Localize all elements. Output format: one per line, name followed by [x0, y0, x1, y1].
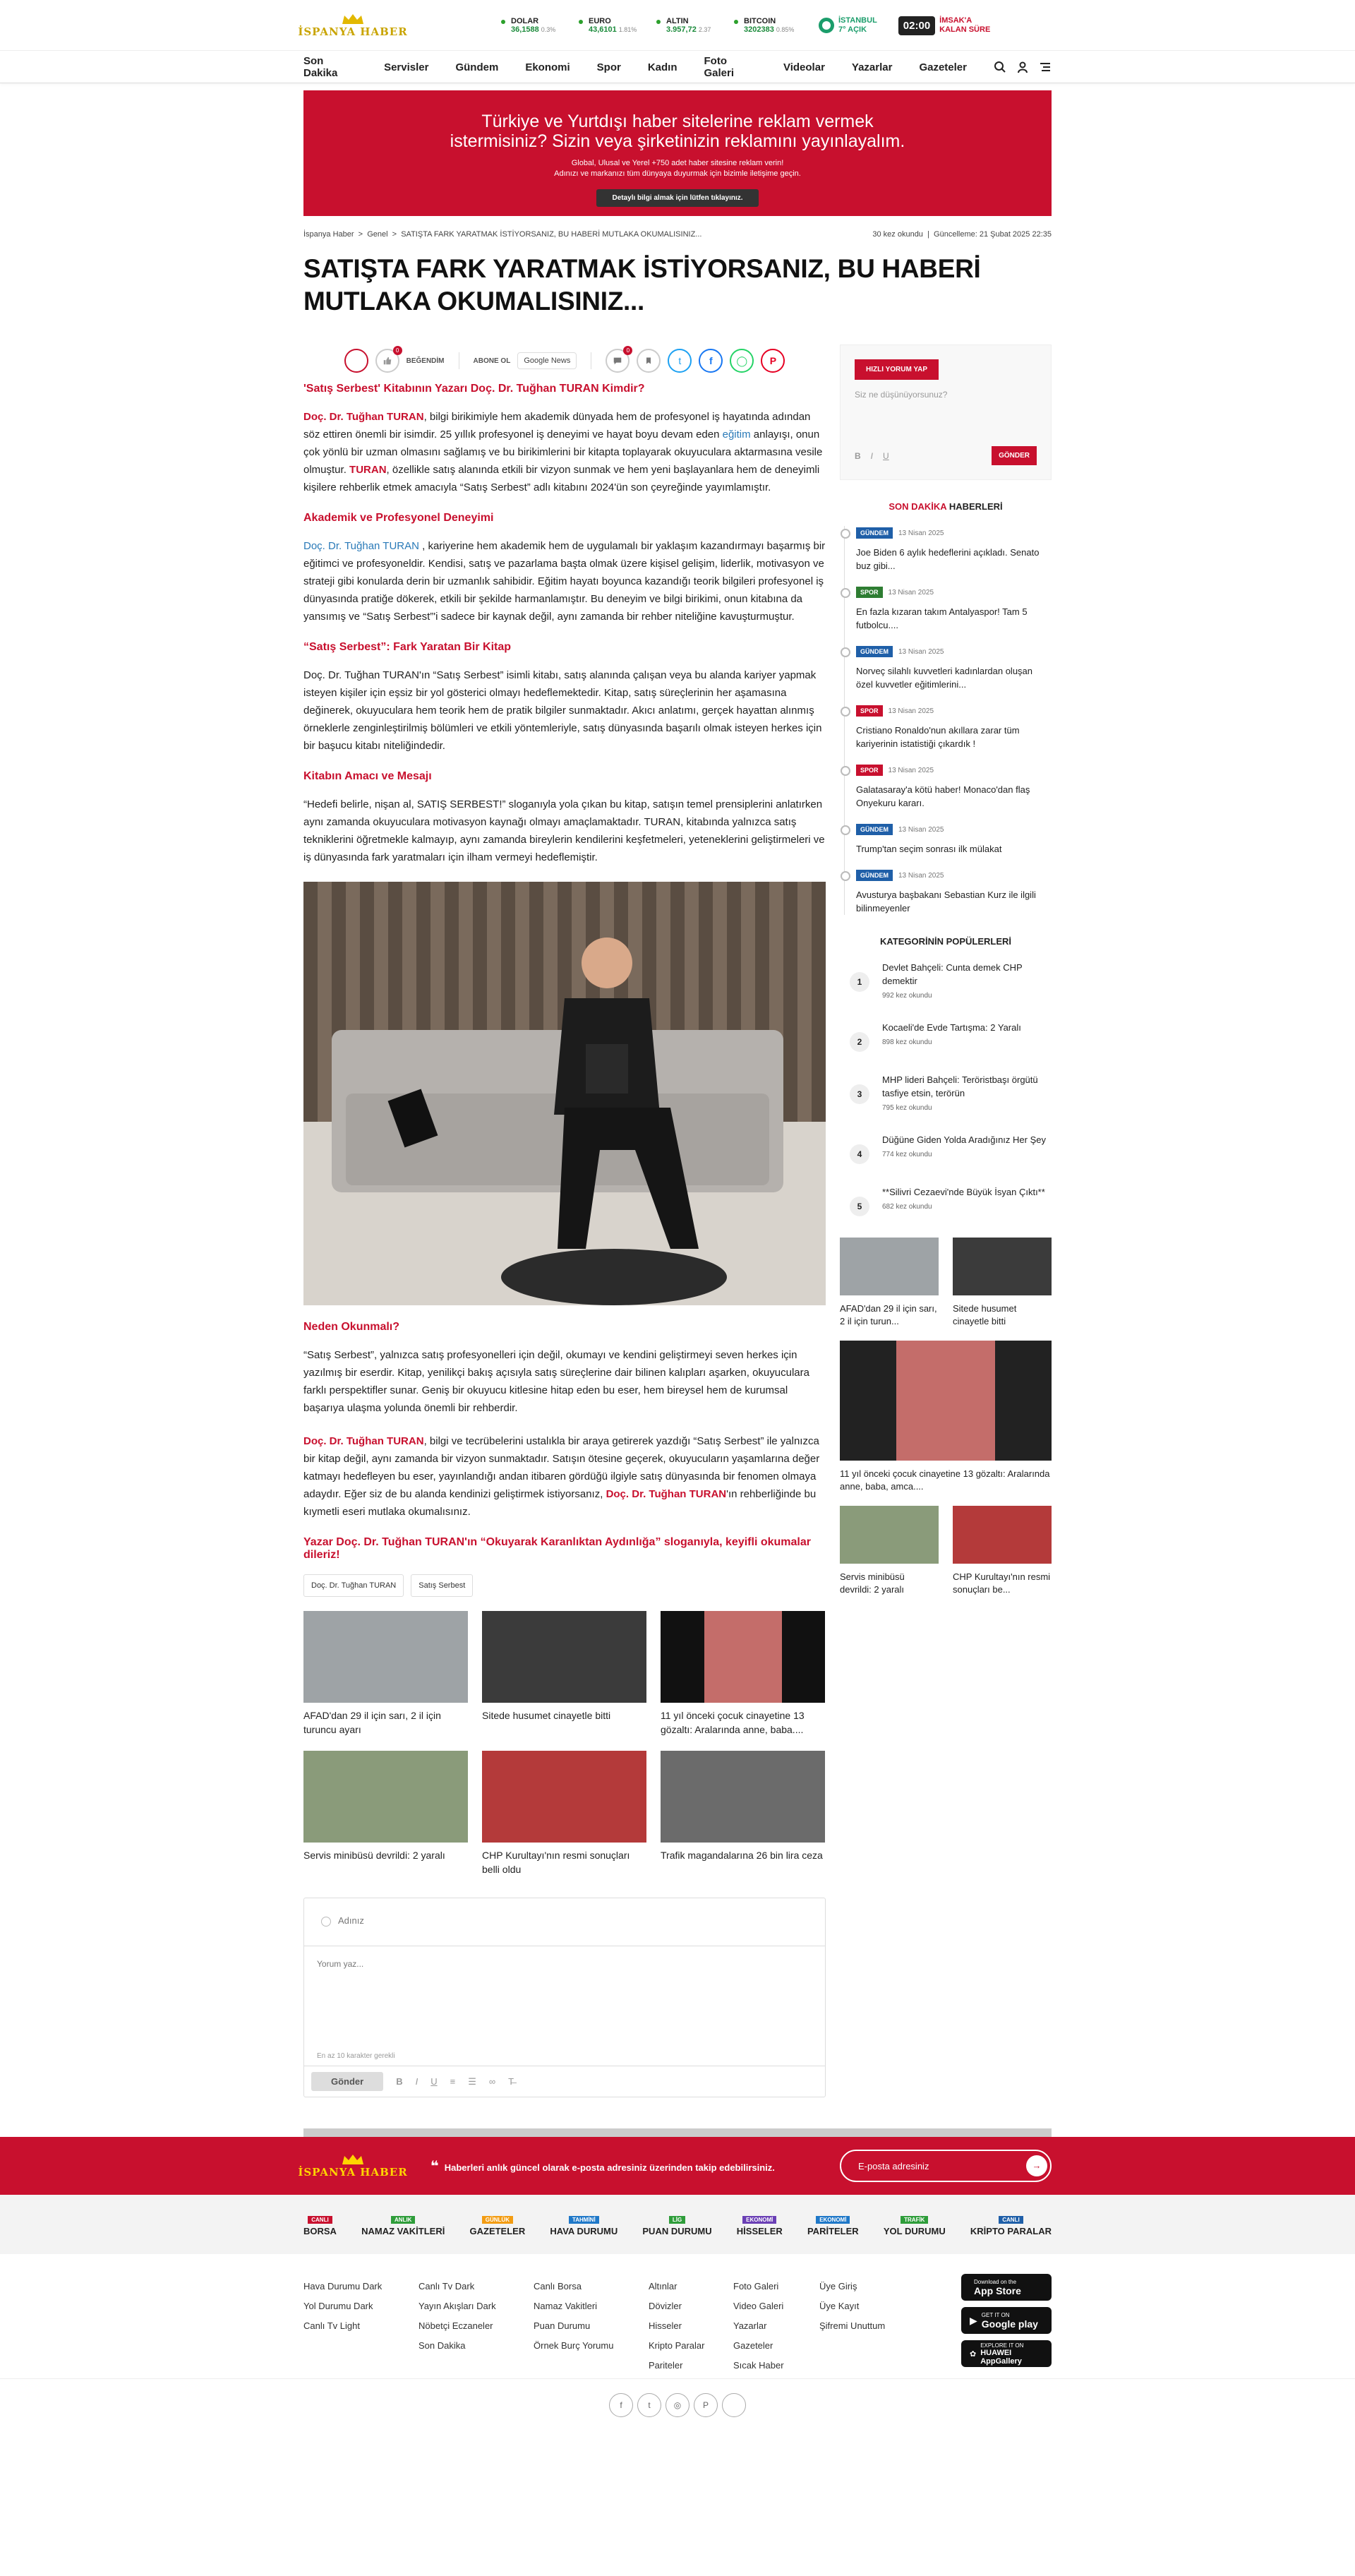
card-title: AFAD'dan 29 il için sarı, 2 il için turuncu ayarı: [303, 1710, 441, 1735]
read-count: 682 kez okundu: [882, 1203, 932, 1211]
text: anlayışı, onun çok yönlü bir uzman olmasını sağlamış ve bu birikimlerini bir kitapta toplayarak okuyuculara aktarmasına vesile olmuştur.: [303, 429, 823, 476]
arrow-right-icon[interactable]: →: [1026, 2155, 1047, 2176]
user-icon: [321, 1917, 331, 1927]
prayer-time: 02:00: [898, 16, 935, 35]
section-heading: “Satış Serbest”: Fark Yaratan Bir Kitap: [303, 641, 512, 653]
pinterest-share-icon[interactable]: P: [761, 349, 785, 373]
category-badge: GÜNDEM: [856, 646, 893, 657]
footer-link[interactable]: Üye Giriş: [819, 2281, 857, 2292]
whatsapp-share-icon[interactable]: ◯: [730, 349, 754, 373]
editor-toolbar: [304, 2066, 825, 2097]
article-body: [303, 383, 826, 1562]
service-name: GAZETELER: [469, 2226, 526, 2236]
market-bitcoin[interactable]: [734, 17, 812, 34]
market-change: 0.85%: [776, 26, 795, 33]
market-name: BITCOIN: [744, 17, 776, 25]
list-item[interactable]: [840, 961, 1052, 1000]
nav-foto-galeri[interactable]: Foto Galeri: [704, 55, 735, 79]
news-thumbnail: [482, 1611, 646, 1703]
service-badge: GÜNLÜK: [482, 2216, 513, 2224]
related-card[interactable]: [661, 1611, 825, 1737]
footer-links: [303, 2254, 1052, 2378]
quick-send-button[interactable]: GÖNDER: [992, 446, 1037, 465]
service-hisseler[interactable]: [737, 2212, 783, 2236]
breaking-title: HABERLERİ: [948, 501, 1003, 512]
market-dolar[interactable]: [501, 17, 579, 34]
card-title: AFAD'dan 29 il için sarı, 2 il için turun...: [840, 1303, 937, 1326]
list-item[interactable]: [856, 645, 1052, 691]
app-name: App Store: [974, 2284, 1021, 2296]
service-badge: CANLI: [999, 2216, 1023, 2224]
footer-services: [0, 2195, 1355, 2254]
prayer-label-2: KALAN SÜRE: [939, 25, 991, 34]
nav-spor[interactable]: Spor: [596, 61, 621, 73]
news-thumbnail: [661, 1751, 825, 1843]
footer-link[interactable]: Sıcak Haber: [733, 2360, 784, 2371]
service-name: KRİPTO PARALAR: [970, 2226, 1052, 2236]
market-value: 3.957,72: [666, 25, 697, 34]
article-title: SATIŞTA FARK YARATMAK İSTİYORSANIZ, BU HABERİ MUTLAKA OKUMALISINIZ...: [303, 254, 981, 316]
newsletter-bar: [0, 2137, 1355, 2195]
paragraph: Doç. Dr. Tuğhan TURAN'ın “Satış Serbest” isimli kitabı, satış alanında çalışan veya bu alanda kariyer yapmak isteyen kişiler için eşsiz bir yol gösterici olmayı hedeflemektedir. Kitap, satış süreçlerinin her aşamasına değinerek, okuyuculara hem teorik hem de pratik bilgiler sunmaktadır. Akıcı anlatımı, gerçek hayattan alınmış örneklerle zenginleştirilmiş bölümleri ve etkili yöntemleriyle, satış dünyasında başarılı olmak isteyen herkes için bir başucu kitabı niteliğindedir.: [303, 669, 822, 752]
read-count: 30 kez okundu: [872, 230, 923, 239]
ad-text-2: Adınızı ve markanızı tüm dünyaya duyurmak için bizimle iletişime geçin.: [554, 169, 801, 178]
side-card[interactable]: [840, 1506, 939, 1596]
service-badge: EKONOMİ: [742, 2216, 776, 2224]
quick-comment-box: [840, 345, 1052, 480]
text: 'ın rehberliğinde bu kıymetli eseri mutlaka okumalısınız.: [303, 1488, 817, 1518]
card-title: 11 yıl önceki çocuk cinayetine 13 gözaltı: Aralarında anne, baba....: [661, 1710, 805, 1735]
news-thumbnail: [303, 1751, 468, 1843]
underline-icon[interactable]: U: [430, 2076, 438, 2087]
news-title: Trump'tan seçim sonrası ilk mülakat: [856, 844, 1002, 854]
twitter-share-icon[interactable]: t: [668, 349, 692, 373]
news-thumbnail: [840, 1238, 939, 1295]
rank-number: 5: [850, 1197, 869, 1216]
side-news-grid: [840, 1506, 1052, 1596]
list-item[interactable]: [840, 1021, 1052, 1052]
market-value: 3202383: [744, 25, 774, 34]
category-badge: GÜNDEM: [856, 527, 893, 539]
newsletter-email-input[interactable]: [840, 2150, 1052, 2182]
related-news: [303, 1611, 826, 1876]
footer-logo[interactable]: [298, 2145, 408, 2187]
market-euro[interactable]: [579, 17, 656, 34]
ordered-list-icon[interactable]: ≡: [450, 2076, 456, 2087]
market-name: EURO: [589, 17, 611, 25]
sidebar: [840, 345, 1052, 2097]
quick-comment-heading: HIZLI YORUM YAP: [855, 359, 939, 380]
text: , bilgi birikimiyle hem akademik dünyada hem de profesyonel iş hayatında adından söz ettiren önemli bir isimdir. 25 yıllık profesyonel iş deneyimi ve hayat boyu devam eden: [303, 411, 811, 441]
read-count: 774 kez okundu: [882, 1151, 932, 1158]
service-badge: TAHMİNİ: [569, 2216, 599, 2224]
logo-text: İSPANYA HABER: [298, 25, 408, 38]
footer-link[interactable]: Canlı Borsa: [534, 2281, 582, 2292]
text: , bilgi ve tecrübelerini ustalıkla bir araya getirerek yazdığı “Satış Serbest” ile yalnızca bir kitap değil, aynı zamanda bir vizyon sunmaktadır. Satışın ötesine geçerek, okuyucuların yaşamlarına değer katmayı hedefleyen bu eser, yayınlandığı andan itibaren gördüğü ilgiyle satış dünyasında bir fenomen olmaya adaydır. Eğer siz de bu alanda kendinizi geliştirmek istiyorsanız,: [303, 1435, 820, 1500]
related-card[interactable]: [482, 1611, 646, 1737]
read-count: 898 kez okundu: [882, 1038, 932, 1046]
category-badge: SPOR: [856, 765, 883, 776]
google-play-button[interactable]: [961, 2307, 1052, 2334]
nav-videolar[interactable]: Videolar: [783, 61, 825, 73]
service-gazeteler[interactable]: [470, 2212, 526, 2236]
news-thumbnail: [840, 1341, 1052, 1461]
ad-button[interactable]: Detaylı bilgi almak için lütfen tıklayınız.: [596, 189, 758, 207]
huawei-gallery-button[interactable]: [961, 2340, 1052, 2367]
ad-headline-2: istermisiniz? Sizin veya şirketinizin reklamını yayınlayalım.: [450, 131, 905, 151]
search-icon[interactable]: [994, 61, 1006, 73]
article-main: [303, 345, 826, 2097]
service-yol[interactable]: [884, 2212, 946, 2236]
news-date: 13 Nisan 2025: [888, 589, 934, 597]
breadcrumb-home[interactable]: İspanya Haber: [303, 230, 354, 239]
service-name: HİSSELER: [736, 2226, 783, 2236]
menu-icon[interactable]: [1039, 61, 1052, 73]
list-item[interactable]: [856, 763, 1052, 810]
name-placeholder: Adınız: [338, 1915, 364, 1926]
email-placeholder: E-posta adresiniz: [858, 2160, 929, 2171]
nav-ekonomi[interactable]: Ekonomi: [525, 61, 570, 73]
rank-number: 4: [850, 1144, 869, 1164]
section-heading: Neden Okunmalı?: [303, 1321, 400, 1333]
crown-icon: [341, 13, 365, 25]
category-badge: GÜNDEM: [856, 870, 893, 881]
card-title: Sitede husumet cinayetle bitti: [953, 1303, 1017, 1326]
nav-gazeteler[interactable]: Gazeteler: [919, 61, 967, 73]
article-photo: [303, 882, 826, 1305]
follow-label: ABONE OL: [473, 357, 511, 365]
like-button[interactable]: [375, 349, 399, 373]
market-change: 0.3%: [541, 26, 556, 33]
huawei-icon: ✿: [970, 2349, 977, 2359]
ad-banner[interactable]: [303, 90, 1052, 216]
footer-link[interactable]: Altınlar: [649, 2281, 678, 2292]
weather-status: 7° AÇIK: [838, 25, 867, 34]
category-badge: GÜNDEM: [856, 824, 893, 835]
link-icon[interactable]: ∞: [488, 2076, 496, 2087]
footer-link[interactable]: Hisseler: [649, 2320, 682, 2331]
read-count: 992 kez okundu: [882, 992, 932, 1000]
weather-sun-icon: [819, 18, 834, 33]
bold-icon[interactable]: B: [855, 450, 861, 461]
news-thumbnail: [840, 1506, 939, 1564]
app-name: Google play: [981, 2318, 1038, 2330]
footer-link[interactable]: Pariteler: [649, 2360, 683, 2371]
service-name: PARİTELER: [807, 2226, 859, 2236]
app-store-button[interactable]: [961, 2274, 1052, 2301]
market-change: 1.81%: [618, 26, 637, 33]
service-borsa[interactable]: [303, 2212, 337, 2236]
play-icon: ▶: [970, 2314, 977, 2326]
rank-number: 3: [850, 1084, 869, 1104]
footer-link[interactable]: Yol Durumu Dark: [303, 2301, 373, 2311]
author-link[interactable]: Doç. Dr. Tuğhan TURAN: [303, 411, 424, 423]
breadcrumb-category[interactable]: Genel: [367, 230, 388, 239]
weather-city: İSTANBUL: [838, 16, 877, 25]
name-field[interactable]: [304, 1898, 825, 1946]
news-date: 13 Nisan 2025: [888, 767, 934, 774]
footer-link[interactable]: Canlı Tv Dark: [418, 2281, 475, 2292]
breaking-title-red: SON DAKİKA: [889, 501, 947, 512]
top-bar: [0, 0, 1355, 51]
paragraph: “Satış Serbest”, yalnızca satış profesyonelleri için değil, okumayı ve kendini geliştirmeyi seven herkes için yazılmış bir eserdir. Kitap, yenilikçi bakış açısıyla satış süreçlerine dair bilinen kalıpları aşarken, okuyuculara farklı perspektifler sunar. Geniş bir okuyucu kitlesine hitap eden bu eser, hem bireysel hem de kurumsal başarıya ulaşma yolunda önemli bir rehberdir.: [303, 1349, 809, 1414]
footer-link[interactable]: Üye Kayıt: [819, 2301, 860, 2311]
footer-link[interactable]: Foto Galeri: [733, 2281, 779, 2292]
author-link[interactable]: Doç. Dr. Tuğhan TURAN: [606, 1488, 727, 1500]
news-title: Joe Biden 6 aylık hedeflerini açıkladı. Senato buz gibi...: [856, 547, 1040, 571]
comment-hint: En az 10 karakter gerekli: [317, 2052, 395, 2060]
app-sub: GET IT ON: [981, 2311, 1010, 2318]
prayer-countdown: [898, 16, 991, 35]
service-name: BORSA: [303, 2226, 337, 2236]
logo-text: İSPANYA HABER: [298, 2166, 408, 2179]
service-kripto[interactable]: [970, 2212, 1052, 2236]
paragraph: [303, 1432, 826, 1521]
news-date: 13 Nisan 2025: [898, 529, 944, 537]
italic-icon[interactable]: I: [415, 2076, 418, 2087]
news-thumbnail: [953, 1506, 1052, 1564]
footer-link[interactable]: Şifremi Unuttum: [819, 2320, 886, 2331]
submit-comment-button[interactable]: Gönder: [311, 2072, 383, 2091]
service-badge: ANLIK: [391, 2216, 415, 2224]
footer-link[interactable]: Hava Durumu Dark: [303, 2281, 383, 2292]
service-badge: CANLI: [308, 2216, 332, 2224]
tag-list: [303, 1574, 826, 1597]
news-title: En fazla kızaran takım Antalyaspor! Tam 5 futbolcu....: [856, 606, 1028, 630]
facebook-share-icon[interactable]: f: [699, 349, 723, 373]
paragraph: [303, 537, 826, 625]
bookmark-icon: [644, 356, 653, 366]
news-date: 13 Nisan 2025: [888, 707, 934, 715]
service-name: YOL DURUMU: [883, 2226, 946, 2236]
tag[interactable]: Doç. Dr. Tuğhan TURAN: [303, 1574, 404, 1597]
list-item[interactable]: [856, 822, 1052, 856]
news-title: Norveç silahlı kuvvetleri kadınlardan oluşan özel kuvvetler eğitimlerini...: [856, 666, 1033, 690]
market-value: 36,1588: [511, 25, 539, 34]
weather-widget[interactable]: [819, 16, 877, 35]
underline-icon[interactable]: U: [883, 450, 889, 461]
service-namaz[interactable]: [361, 2212, 445, 2236]
market-value: 43,6101: [589, 25, 617, 34]
text: , kariyerine hem akademik hem de uygulamalı bir yaklaşım kazandırmayı başarmış bir eğitimci ve profesyoneldir. Kendisi, satış ve pazarlama başta olmak üzere kişisel gelişim, liderlik, motivasyon ve strateji gibi konularda derin bir uzmanlık sahibidir. Eğitim hayatı boyunca kazandığı teorik bilgileri profesyonel iş dünyasında pratiğe dökerek, etkili bir şekilde harmanlamıştır. Bu deneyim ve bilgi birikimi, onun kitabına da yansımış ve “Satış Serbest”'i sadece bir kaynak değil, aynı zamanda bir rehber niteliğine kavuşturmuştur.: [303, 540, 826, 623]
pinterest-icon[interactable]: P: [694, 2393, 718, 2417]
footer-link[interactable]: Video Galeri: [733, 2301, 784, 2311]
service-name: NAMAZ VAKİTLERİ: [361, 2226, 445, 2236]
comment-count-button[interactable]: [606, 349, 630, 373]
popular-title: **Silivri Cezaevi'nde Büyük İsyan Çıktı**: [882, 1187, 1045, 1197]
ad-text: Global, Ulusal ve Yerel +750 adet haber sitesine reklam verin!: [571, 159, 784, 167]
list-item[interactable]: [840, 1133, 1052, 1164]
list-item[interactable]: [840, 1073, 1052, 1112]
footer-link[interactable]: Örnek Burç Yorumu: [534, 2340, 614, 2351]
thumbs-up-icon: [383, 356, 392, 366]
comment-form: [303, 1898, 826, 2097]
footer-link[interactable]: Nöbetçi Eczaneler: [418, 2320, 493, 2331]
popular-title: Kocaeli'de Evde Tartışma: 2 Yaralı: [882, 1022, 1021, 1033]
youtube-icon[interactable]: [722, 2393, 746, 2417]
card-title: Servis minibüsü devrildi: 2 yaralı: [840, 1571, 905, 1595]
popular-title: Devlet Bahçeli: Cunta demek CHP demektir: [882, 962, 1023, 986]
side-card[interactable]: [953, 1238, 1052, 1328]
newsletter-text: Haberleri anlık güncel olarak e-posta adresiniz üzerinden takip edebilirsiniz.: [444, 2162, 775, 2173]
app-sub: EXPLORE IT ON: [980, 2342, 1024, 2349]
like-label: BEĞENDİM: [406, 357, 445, 365]
list-item[interactable]: [856, 704, 1052, 750]
app-sub: Download on the: [974, 2278, 1017, 2285]
news-date: 13 Nisan 2025: [898, 648, 944, 656]
breaking-list: [844, 526, 1052, 915]
card-title: CHP Kurultayı'nın resmi sonuçları be...: [953, 1571, 1051, 1595]
category-badge: SPOR: [856, 705, 883, 717]
section-heading: Akademik ve Profesyonel Deneyimi: [303, 512, 494, 524]
rank-number: 1: [850, 972, 869, 992]
news-thumbnail: [953, 1238, 1052, 1295]
footer-link[interactable]: Yayın Akışları Dark: [418, 2301, 496, 2311]
like-count: 0: [393, 346, 402, 355]
clear-format-icon[interactable]: T̶: [508, 2076, 514, 2087]
side-card[interactable]: [840, 1238, 939, 1328]
market-name: DOLAR: [511, 17, 539, 25]
popular-title: MHP lideri Bahçeli: Teröristbaşı örgütü tasfiye etsin, terörün: [882, 1074, 1038, 1098]
footer-link[interactable]: Puan Durumu: [534, 2320, 591, 2331]
news-title: Galatasaray'a kötü haber! Monaco'dan flaş Onyekuru kararı.: [856, 784, 1030, 808]
section-heading: 'Satış Serbest' Kitabının Yazarı Doç. Dr. Tuğhan TURAN Kimdir?: [303, 383, 645, 395]
author-link[interactable]: Doç. Dr. Tuğhan TURAN: [303, 1435, 424, 1447]
crown-icon: [341, 2153, 365, 2166]
footer-link[interactable]: Namaz Vakitleri: [534, 2301, 598, 2311]
paragraph: [303, 408, 826, 496]
footer-link[interactable]: Kripto Paralar: [649, 2340, 705, 2351]
read-count: 795 kez okundu: [882, 1104, 932, 1112]
related-card[interactable]: [303, 1751, 468, 1876]
bullet-list-icon[interactable]: ☰: [468, 2075, 476, 2087]
list-item[interactable]: [856, 526, 1052, 573]
service-hava[interactable]: [550, 2212, 618, 2236]
news-thumbnail: [661, 1611, 825, 1703]
side-news-grid: [840, 1238, 1052, 1328]
service-name: PUAN DURUMU: [642, 2226, 712, 2236]
divider-bar: [303, 2128, 1052, 2137]
quick-comment-input[interactable]: Siz ne düşünüyorsunuz?: [855, 390, 948, 400]
app-name: HUAWEI AppGallery: [980, 2348, 1022, 2366]
service-badge: LİG: [669, 2216, 685, 2224]
list-item[interactable]: [840, 1185, 1052, 1216]
quote-icon: ❝: [430, 2158, 439, 2174]
news-title: Cristiano Ronaldo'nun akıllara zarar tüm kariyerinin istatistiği çıkardık !: [856, 725, 1020, 749]
share-bar: [303, 345, 826, 383]
nav-yazarlar[interactable]: Yazarlar: [851, 61, 893, 73]
site-logo[interactable]: [298, 6, 408, 44]
footer-link[interactable]: Yazarlar: [733, 2320, 767, 2331]
service-name: HAVA DURUMU: [550, 2226, 618, 2236]
card-title: Servis minibüsü devrildi: 2 yaralı: [303, 1850, 445, 1861]
nav-servisler[interactable]: Servisler: [384, 61, 429, 73]
bold-icon[interactable]: B: [396, 2076, 403, 2087]
author-link[interactable]: TURAN: [349, 464, 387, 476]
author-link[interactable]: Doç. Dr. Tuğhan TURAN: [303, 540, 419, 552]
popular-heading: KATEGORİNİN POPÜLERLERİ: [879, 936, 1012, 947]
comment-textarea[interactable]: Yorum yaz...: [317, 1959, 364, 1969]
italic-icon[interactable]: I: [870, 450, 874, 461]
service-badge: TRAFİK: [901, 2216, 928, 2224]
popular-list: [840, 961, 1052, 1216]
nav-kadin[interactable]: Kadın: [647, 61, 678, 73]
service-badge: EKONOMİ: [816, 2216, 850, 2224]
market-ticker: [501, 17, 812, 34]
paragraph: “Hedefi belirle, nişan al, SATIŞ SERBEST!” sloganıyla yola çıkan bu kitap, satışın temel prensiplerini anlatırken aynı zamanda okuyuculara motivasyon kaynağı olmayı amaçlamaktadır. TURAN, kitabında yalnızca satış tekniklerini öğretmekle kalmayıp, aynı zamanda bireylerin kendilerini keşfetmeleri, yeteneklerini geliştirmeleri ve iş dünyasında fark yaratmaları için ilham vermeyi hedeflemiştir.: [303, 798, 825, 863]
app-badges: [961, 2274, 1052, 2378]
bookmark-button[interactable]: [637, 349, 661, 373]
main-nav: [0, 51, 1355, 83]
card-title: CHP Kurultayı'nın resmi sonuçları belli oldu: [482, 1850, 630, 1875]
reaction-icon[interactable]: [344, 349, 368, 373]
breadcrumb-current: SATIŞTA FARK YARATMAK İSTİYORSANIZ, BU HABERİ MUTLAKA OKUMALISINIZ...: [401, 230, 702, 239]
nav-gundem[interactable]: Gündem: [455, 61, 499, 73]
news-date: 13 Nisan 2025: [898, 872, 944, 880]
related-card[interactable]: [482, 1751, 646, 1876]
related-card[interactable]: [661, 1751, 825, 1876]
category-badge: SPOR: [856, 587, 883, 598]
list-item[interactable]: [856, 868, 1052, 915]
card-title: Sitede husumet cinayetle bitti: [482, 1710, 611, 1721]
footer-social: [0, 2378, 1355, 2431]
service-puan[interactable]: [642, 2212, 711, 2236]
comment-icon: [613, 356, 622, 366]
section-heading: Kitabın Amacı ve Mesajı: [303, 770, 432, 782]
footer-link[interactable]: Son Dakika: [418, 2340, 466, 2351]
inline-link[interactable]: eğitim: [722, 429, 751, 441]
side-card[interactable]: [840, 1341, 1052, 1493]
updated-date: Güncelleme: 21 Şubat 2025 22:35: [934, 230, 1052, 239]
news-thumbnail: [482, 1751, 646, 1843]
footer-link[interactable]: Gazeteler: [733, 2340, 773, 2351]
google-news-button[interactable]: Google News: [517, 352, 577, 369]
user-icon[interactable]: [1016, 61, 1029, 73]
ad-headline: Türkiye ve Yurtdışı haber sitelerine reklam vermek: [481, 112, 874, 131]
card-title: Trafik magandalarına 26 bin lira ceza: [661, 1850, 823, 1861]
breaking-heading: [840, 501, 1052, 512]
market-altin[interactable]: [656, 17, 734, 34]
prayer-label: İMSAK'A: [939, 16, 972, 25]
text: , özellikle satış alanında etkili bir vizyon sunmak ve hem yeni başlayanlara hem de deneyimli kişilere rehberlik etmek amacıyla “Satış Serbest” adlı kitabını 2024'ün son çeyreğinde yayımlamıştır.: [303, 464, 820, 493]
card-title: 11 yıl önceki çocuk cinayetine 13 gözaltı: Aralarında anne, baba, amca....: [840, 1468, 1050, 1492]
market-change: 2.37: [698, 26, 711, 33]
comment-count: 0: [623, 346, 632, 355]
news-date: 13 Nisan 2025: [898, 826, 944, 834]
service-pariteler[interactable]: [807, 2212, 859, 2236]
popular-title: Düğüne Giden Yolda Aradığınız Her Şey: [882, 1134, 1046, 1145]
market-name: ALTIN: [666, 17, 689, 25]
breadcrumb: İspanya Haber > Genel > SATIŞTA FARK YARATMAK İSTİYORSANIZ, BU HABERİ MUTLAKA OKUMALISINIZ... 30 kez okundu | Güncelleme: 21 Şubat 2025 22:35: [303, 230, 1052, 239]
tag[interactable]: Satış Serbest: [411, 1574, 473, 1597]
facebook-icon[interactable]: f: [609, 2393, 633, 2417]
footer-link[interactable]: Dövizler: [649, 2301, 682, 2311]
news-thumbnail: [303, 1611, 468, 1703]
nav-son-dakika[interactable]: Son Dakika: [303, 55, 338, 79]
list-item[interactable]: [856, 585, 1052, 632]
side-card[interactable]: [953, 1506, 1052, 1596]
instagram-icon[interactable]: ◎: [666, 2393, 689, 2417]
rank-number: 2: [850, 1032, 869, 1052]
news-title: Avusturya başbakanı Sebastian Kurz ile ilgili bilinmeyenler: [856, 889, 1036, 913]
closing-note: Yazar Doç. Dr. Tuğhan TURAN'ın “Okuyarak Karanlıktan Aydınlığa” sloganıyla, keyifli okumalar dileriz!: [303, 1536, 811, 1561]
footer-link[interactable]: Canlı Tv Light: [303, 2320, 360, 2331]
twitter-icon[interactable]: t: [637, 2393, 661, 2417]
related-card[interactable]: [303, 1611, 468, 1737]
